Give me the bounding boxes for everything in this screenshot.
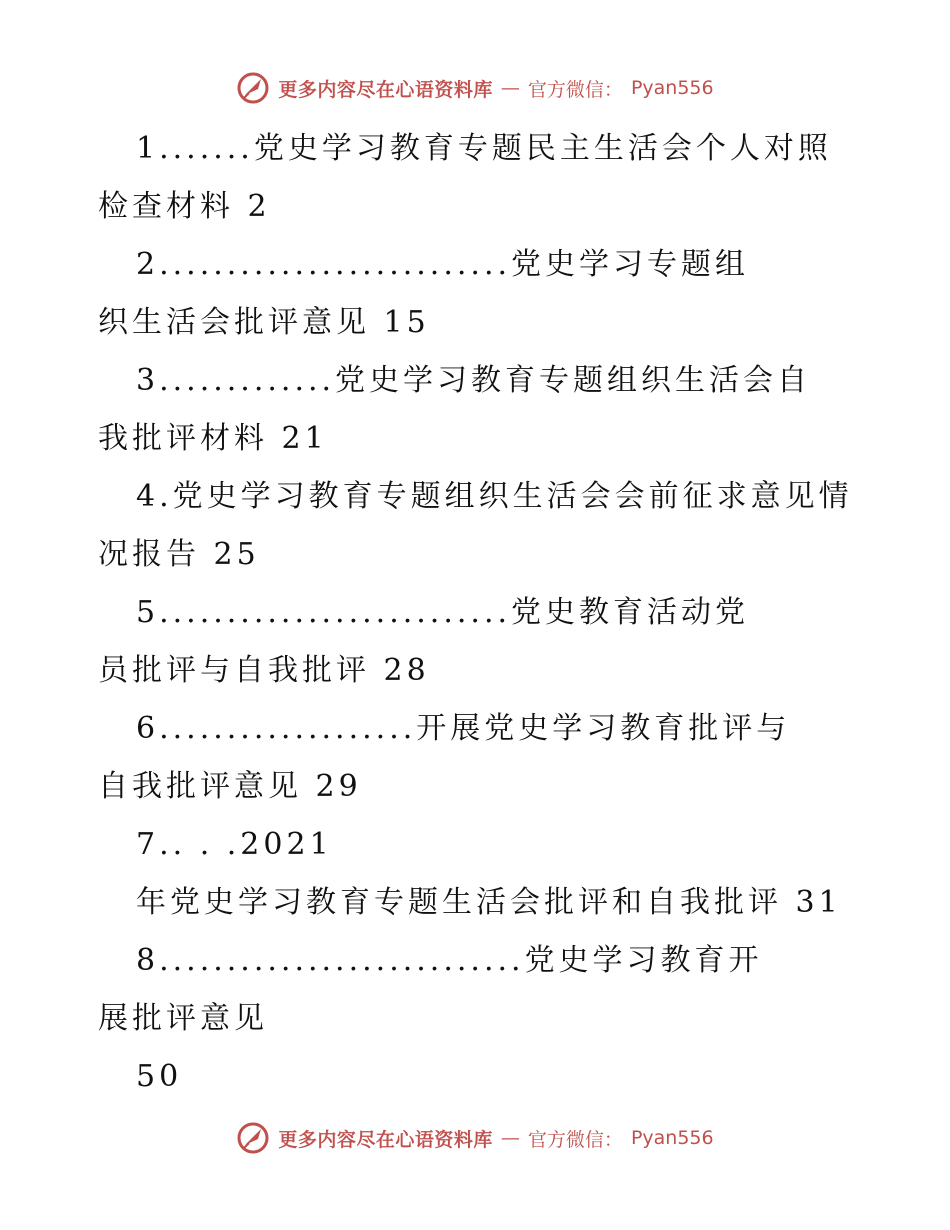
toc-entry-3-line-2: 我批评材料 21 [98, 421, 328, 456]
toc-entry-5-line-1: 5..........................党史教育活动党 [136, 595, 750, 630]
toc-entry-3-line-1: 3.............党史学习教育专题组织生活会自 [136, 363, 812, 398]
toc-entry-2-line-1: 2..........................党史学习专题组 [136, 247, 750, 282]
toc-entry-1-line-2: 检查材料 2 [98, 189, 271, 224]
brand-wechat-label: 官方微信： [527, 78, 623, 101]
toc-entry-8-line-1: 8...........................党史学习教育开 [136, 943, 763, 978]
brand-wechat-label: 官方微信： [527, 1128, 623, 1151]
brand-dash: — [500, 1127, 520, 1149]
table-of-contents [98, 120, 853, 1106]
toc-entry-1-line-1: 1.......党史学习教育专题民主生活会个人对照 [136, 131, 832, 166]
toc-entry-5-line-2: 员批评与自我批评 28 [98, 653, 430, 688]
toc-entry-7-line-2: 年党史学习教育专题生活会批评和自我批评 31 [136, 885, 842, 920]
brand-wechat-id: Pyan556 [630, 77, 714, 99]
toc-entry-8-line-2: 展批评意见 [98, 1001, 268, 1036]
toc-entry-6-line-1: 6...................开展党史学习教育批评与 [136, 711, 791, 746]
brand-wechat-id: Pyan556 [630, 1127, 714, 1149]
toc-entry-4-line-2: 况报告 25 [98, 537, 260, 572]
quill-logo-icon [236, 71, 270, 105]
quill-logo-icon [236, 1121, 270, 1155]
brand-text: 更多内容尽在心语资料库 [278, 1128, 493, 1151]
toc-entry-2-line-2: 织生活会批评意见 15 [98, 305, 430, 340]
toc-entry-4-line-1: 4.党史学习教育专题组织生活会会前征求意见情 [136, 479, 853, 514]
brand-text: 更多内容尽在心语资料库 [278, 78, 493, 101]
toc-entry-7-line-1: 7.. . .2021 [136, 827, 333, 862]
brand-dash: — [500, 77, 520, 99]
toc-entry-6-line-2: 自我批评意见 29 [98, 769, 362, 804]
toc-entry-8-page-number: 50 [136, 1059, 183, 1094]
footer-watermark [0, 1118, 950, 1158]
header-watermark [0, 68, 950, 108]
